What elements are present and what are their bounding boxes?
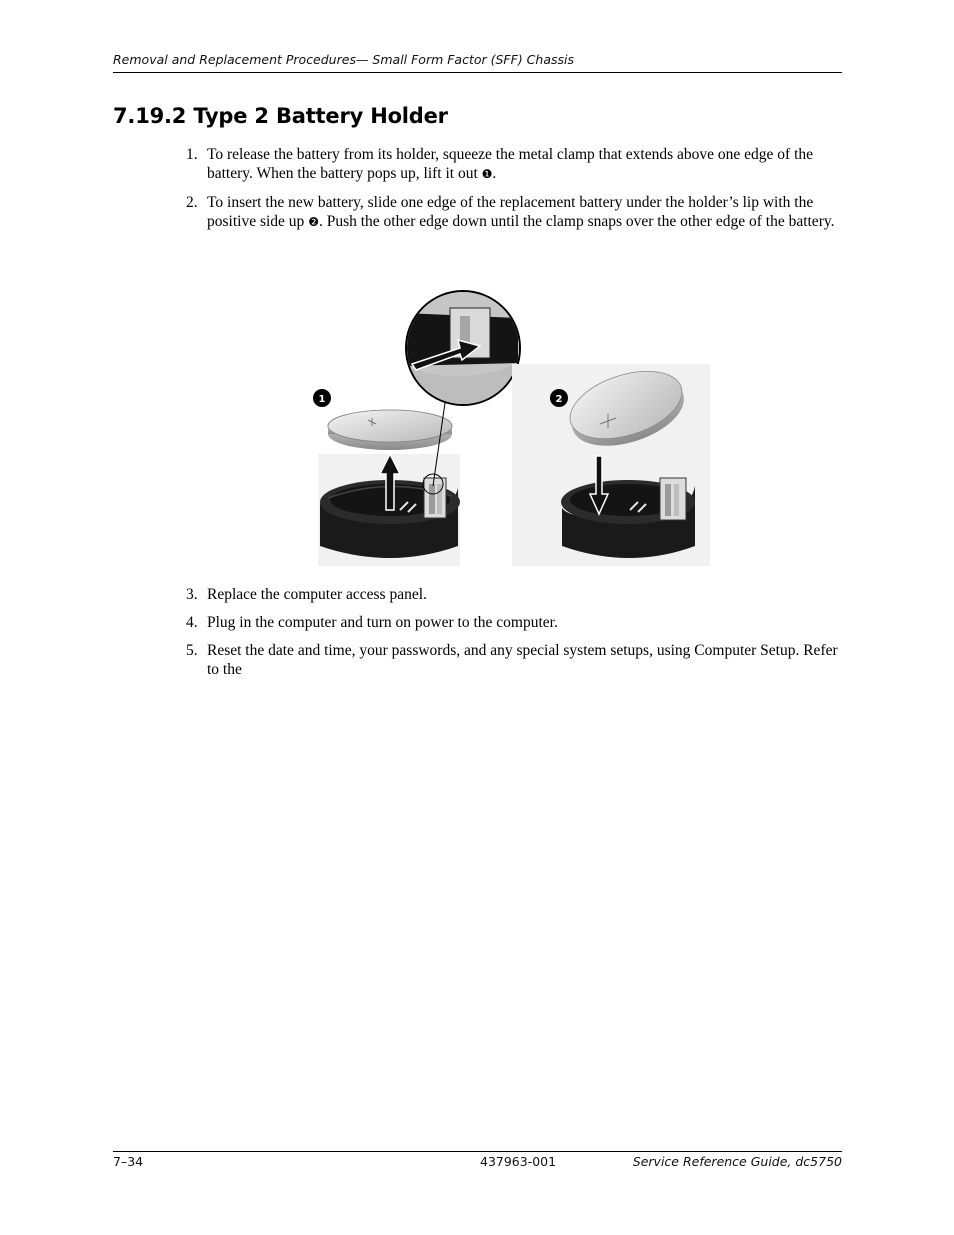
footer-rule [113,1151,842,1152]
callout-2-glyph: ❷ [308,215,319,229]
step-1 [186,145,846,184]
steps-list-before-figure [186,145,846,241]
step-number: 2. [186,194,198,211]
callout-2-label: 2 [555,394,563,405]
battery-replacement-illustration [300,288,712,572]
battery-holder-left [318,454,460,566]
part-number: 437963-001 [480,1154,557,1169]
step-5 [186,641,846,679]
step-2 [186,193,846,232]
step-text: Replace the computer access panel. [207,586,427,603]
steps-list-after-figure [186,585,846,688]
callout-1-glyph: ❶ [481,167,493,181]
step-number: 1. [186,146,198,163]
header-rule [113,72,842,73]
step-number: 3. [186,586,198,603]
step-number: 5. [186,642,198,659]
step-3 [186,585,846,604]
section-title: 7.19.2 Type 2 Battery Holder [113,104,448,128]
guide-title: Service Reference Guide, dc5750 [632,1154,842,1169]
callout-1-marker [313,389,331,407]
step-text: Reset the date and time, your passwords, and any special system setups, using Computer Setup. Refer to the [207,642,838,678]
step-text: To release the battery from its holder, squeeze the metal clamp that extends above one edge of the battery. When the battery pops up, lift it out ❶. [207,146,813,182]
callout-2-marker [550,389,568,407]
running-header: Removal and Replacement Procedures— Small Form Factor (SFF) Chassis [113,52,574,67]
page-number: 7–34 [113,1154,144,1169]
step-text: To insert the new battery, slide one edge of the replacement battery under the holder’s lip with the positive side up ❷. Push the other edge down until the clamp snaps over the other edge of the battery. [207,194,835,230]
coin-battery-left [328,410,452,450]
step-text: Plug in the computer and turn on power to the computer. [207,614,558,631]
step-number: 4. [186,614,198,631]
callout-1-label: 1 [318,394,326,405]
step-4 [186,613,846,632]
